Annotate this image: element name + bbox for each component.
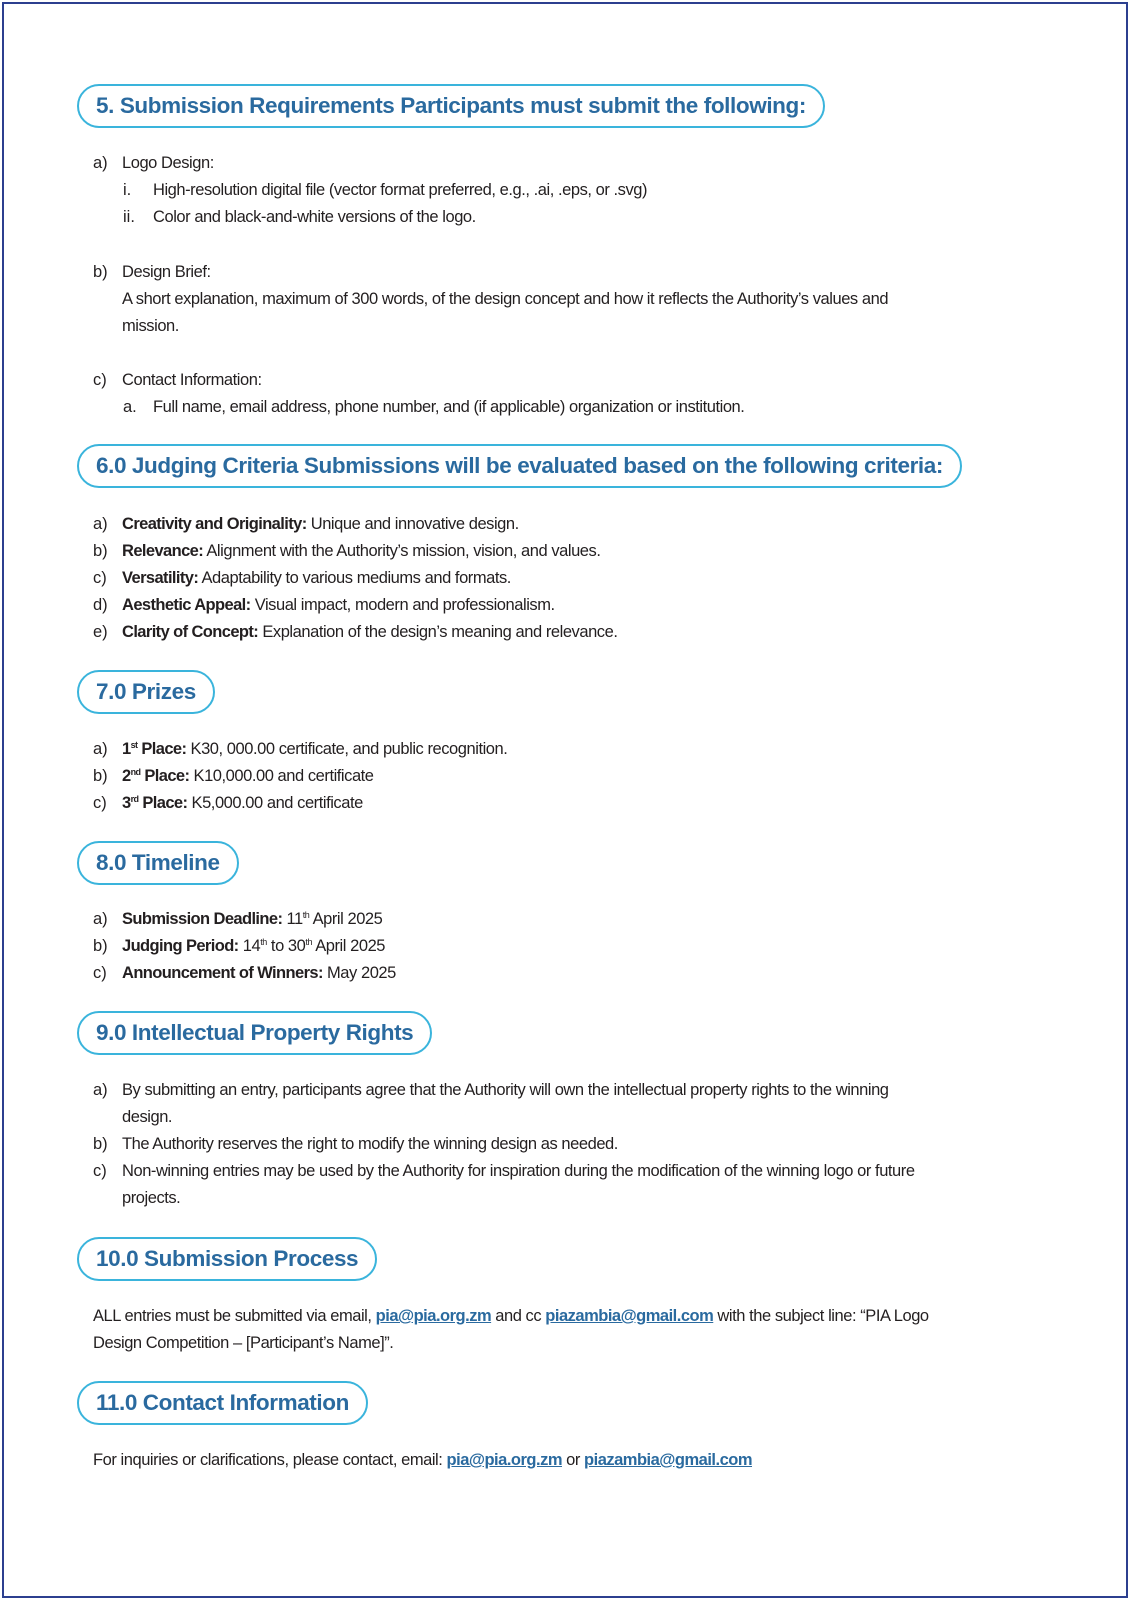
logo-design-label: Logo Design: [122,154,214,172]
logo-design-item-i: High-resolution digital file (vector format preferred, e.g., .ai, .eps, or .svg) [153,181,648,199]
list-marker: a. [123,398,137,416]
criteria-item: Creativity and Originality: Unique and innovative design. [122,515,519,533]
list-marker: ii. [123,208,135,226]
email-link[interactable]: piazambia@gmail.com [584,1451,753,1469]
list-marker: c) [93,794,107,812]
timeline-item: Judging Period: 14th to 30th April 2025 [122,937,386,955]
logo-design-item-ii: Color and black-and-white versions of the logo. [153,208,476,226]
list-marker: a) [93,515,108,533]
contact-text: For inquiries or clarifications, please contact, email: pia@pia.org.zm or piazambia@gmail.com [93,1451,753,1469]
section-5-heading: 5. Submission Requirements Participants must submit the following: [77,84,825,128]
list-marker: b) [93,767,108,785]
email-link[interactable]: piazambia@gmail.com [545,1307,714,1325]
prize-item: 1st Place: K30, 000.00 certificate, and public recognition. [122,740,508,758]
prize-item: 2nd Place: K10,000.00 and certificate [122,767,374,785]
list-marker: c) [93,371,107,389]
ip-item-a: By submitting an entry, participants agree that the Authority will own the intellectual property rights to the winning [122,1081,889,1099]
list-marker: b) [93,263,108,281]
design-brief-text: A short explanation, maximum of 300 words, of the design concept and how it reflects the Authority’s values and [122,290,889,308]
list-marker: a) [93,740,108,758]
list-marker: a) [93,1081,108,1099]
section-11-heading: 11.0 Contact Information [77,1381,368,1425]
design-brief-text-cont: mission. [122,317,179,335]
ip-item-c-cont: projects. [122,1189,181,1207]
timeline-item: Submission Deadline: 11th April 2025 [122,910,383,928]
prize-item: 3rd Place: K5,000.00 and certificate [122,794,363,812]
section-10-heading: 10.0 Submission Process [77,1237,377,1281]
list-marker: b) [93,1135,108,1153]
list-marker: e) [93,623,108,641]
section-8-heading: 8.0 Timeline [77,841,239,885]
list-marker: a) [93,910,108,928]
section-6-heading: 6.0 Judging Criteria Submissions will be evaluated based on the following criteria: [77,444,962,488]
submission-process-text: ALL entries must be submitted via email, pia@pia.org.zm and cc piazambia@gmail.com with the subject line: “PIA Logo [93,1307,929,1325]
list-marker: i. [123,181,132,199]
criteria-item: Clarity of Concept: Explanation of the design’s meaning and relevance. [122,623,618,641]
ip-item-b: The Authority reserves the right to modify the winning design as needed. [122,1135,618,1153]
timeline-item: Announcement of Winners: May 2025 [122,964,396,982]
ip-item-c: Non-winning entries may be used by the Authority for inspiration during the modification of the winning logo or future [122,1162,915,1180]
section-7-heading: 7.0 Prizes [77,670,215,714]
section-9-heading: 9.0 Intellectual Property Rights [77,1011,432,1055]
ip-item-a-cont: design. [122,1108,173,1126]
criteria-item: Versatility: Adaptability to various mediums and formats. [122,569,511,587]
list-marker: c) [93,964,107,982]
criteria-item: Relevance: Alignment with the Authority’s mission, vision, and values. [122,542,601,560]
list-marker: d) [93,596,108,614]
email-link[interactable]: pia@pia.org.zm [446,1451,562,1469]
submission-process-text-cont: Design Competition – [Participant’s Name]”. [93,1334,394,1352]
email-link[interactable]: pia@pia.org.zm [375,1307,492,1325]
contact-info-item-a: Full name, email address, phone number, and (if applicable) organization or institution. [153,398,745,416]
list-marker: b) [93,937,108,955]
list-marker: c) [93,1162,107,1180]
list-marker: c) [93,569,107,587]
criteria-item: Aesthetic Appeal: Visual impact, modern and professionalism. [122,596,555,614]
list-marker: a) [93,154,108,172]
contact-info-label: Contact Information: [122,371,262,389]
list-marker: b) [93,542,108,560]
design-brief-label: Design Brief: [122,263,211,281]
